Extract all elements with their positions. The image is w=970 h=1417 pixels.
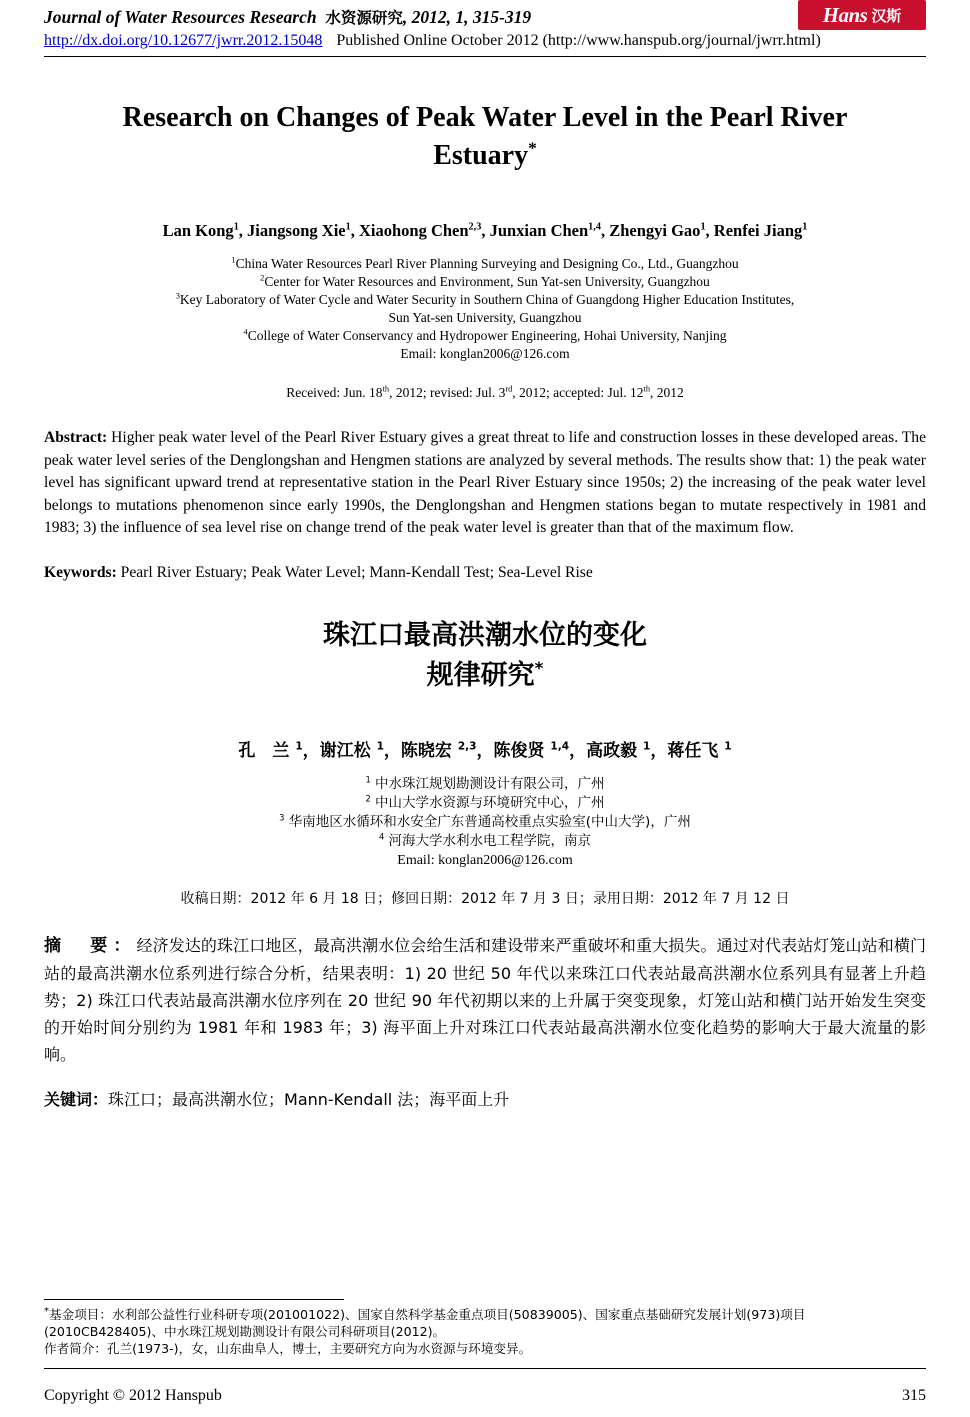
logo-text-en: Hans: [822, 2, 868, 27]
authors-cn: 孔 兰 $^1$，谢江松 $^1$，陈晓宏 $^{2,3}$，陈俊贤 $^{1,4}$，高政毅 $^1$，蒋任飞 $^1$: [238, 740, 732, 761]
affiliation-item: $^2$Center for Water Resources and Environment, Sun Yat-sen University, Guangzhou: [260, 273, 710, 289]
email-cn: Email: konglan2006@126.com: [397, 852, 573, 868]
header-divider: [44, 56, 926, 57]
authors-en: Lan Kong$^1$, Jiangsong Xie$^1$, Xiaohong Chen$^{2,3}$, Junxian Chen$^{1,4}$, Zhengyi Gao$^1$, Renfei Jiang$^1$: [162, 221, 808, 240]
journal-title-en: Journal of Water Resources Research: [44, 7, 317, 27]
affiliation-item: $^3$Key Laboratory of Water Cycle and Water Security in Southern China of Guangdong Higher Education Institutes,: [175, 291, 795, 307]
affiliations-cn: [44, 775, 926, 870]
keywords-text-en: Pearl River Estuary; Peak Water Level; Mann-Kendall Test; Sea-Level Rise: [116, 563, 593, 581]
masthead-line2: [44, 30, 926, 52]
affiliation-item: Sun Yat-sen University, Guangzhou: [388, 310, 582, 325]
page-title-cn: [44, 616, 926, 696]
doi-link[interactable]: http://dx.doi.org/10.12677/jwrr.2012.15048: [44, 32, 323, 49]
keywords-label: Keywords:: [44, 563, 117, 581]
copyright-text: Copyright © 2012 Hanspub: [44, 1387, 222, 1404]
page-title-en: [104, 99, 866, 175]
footnote-funding: [44, 1303, 926, 1323]
affiliation-cn-item: $^1$ 中水珠江规划勘测设计有限公司，广州: [365, 774, 605, 792]
title-en-line1: Research on Changes of Peak Water Level in the Pearl: [122, 102, 774, 133]
keywords-cn: [44, 1088, 926, 1112]
footnote-funding-cont: (2010CB428405)、中水珠江规划勘测设计有限公司科研项目(2012)。: [44, 1324, 446, 1339]
title-cn-line2: 规律研究: [426, 659, 535, 691]
footnotes: [44, 1299, 926, 1357]
keywords-cn-text: 珠江口；最高洪潮水位；Mann-Kendall 法；海平面上升: [108, 1089, 510, 1109]
title-cn-footnote-marker: *: [534, 657, 544, 678]
footnote-author-bio: 作者简介：孔兰(1973-)，女，山东曲阜人，博士，主要研究方向为水资源与环境变异。: [44, 1341, 532, 1356]
abstract-cn: [44, 932, 926, 1068]
published-online-text: Published Online October 2012 (http://www.hanspub.org/journal/jwrr.html): [336, 32, 821, 49]
footnote-funding-line1: 基金项目：水利部公益性行业科研专项(201001022)、国家自然科学基金重点项目(50839005)、国家重点基础研究发展计划(973)项目: [49, 1307, 806, 1322]
page-footer: [44, 1387, 926, 1405]
abstract-cn-text: 经济发达的珠江口地区，最高洪潮水位会给生活和建设带来严重破坏和重大损失。通过对代表站灯笼山站和横门站的最高洪潮水位系列进行综合分析，结果表明：1) 20 世纪 50 年代以来珠江口代表站最高洪潮水位系列具有显著上升趋势；2) 珠江口代表站最高洪潮水位序列在 20 世纪 90 年代初期以来的上升属于突变现象，灯笼山站和横门站开始发生突变的开始时间分别约为 1981 年和 1983 年；3) 海平面上升对珠江口代表站最高洪潮水位变化趋势的影响大于最大流量的影响。: [44, 935, 926, 1064]
received-dates-en: Received: Jun. 18th, 2012; revised: Jul. 3rd, 2012; accepted: Jul. 12th, 2012: [286, 384, 684, 400]
abstract-cn-label: 摘 要：: [44, 935, 137, 956]
abstract-text-en: Higher peak water level of the Pearl River Estuary gives a great threat to life and construction losses in these developed areas. The peak water level series of the Denglongshan and Hengmen stations are analyzed by several methods. The results show that: 1) the peak water level has significant upward trend at representative station in the Pearl River Estuary since 1950s; 2) the increasing of the peak water level belongs to mutations phenomenon since early 1990s, the Denglongshan and Hengmen stations began to mutate respectively in 1981 and 1983; 3) the influence of sea level rise on change trend of the peak water level is greater than that of the maximum flow.: [44, 429, 926, 537]
page-number: 315: [902, 1387, 926, 1404]
email-en: Email: konglan2006@126.com: [400, 346, 570, 361]
affiliation-cn-item: $^2$ 中山大学水资源与环境研究中心，广州: [365, 793, 605, 811]
affiliations-en: [44, 255, 926, 363]
abstract-label: Abstract:: [44, 429, 108, 446]
affiliation-cn-item: $^4$ 河海大学水利水电工程学院，南京: [378, 831, 592, 849]
footnote-divider: [44, 1299, 344, 1300]
title-en-line2: River Estuary: [433, 102, 848, 171]
publisher-logo: [798, 0, 926, 30]
title-footnote-marker: *: [528, 138, 537, 158]
journal-issue: , 2012, 1, 315-319: [402, 7, 532, 27]
footnote-marker: *: [44, 1305, 49, 1317]
footer-divider: [44, 1368, 926, 1369]
abstract-en: [44, 427, 926, 540]
title-cn-line2-wrap: [44, 656, 926, 696]
logo-text-cn: 汉斯: [871, 6, 902, 25]
masthead-line1: [44, 6, 926, 29]
dates-cn: 收稿日期：2012 年 6 月 18 日；修回日期：2012 年 7 月 3 日；录用日期：2012 年 7 月 12 日: [180, 890, 790, 907]
affiliation-cn-item: $^3$ 华南地区水循环和水安全广东普通高校重点实验室(中山大学)，广州: [279, 812, 691, 830]
affiliation-item: $^1$China Water Resources Pearl River Planning Surveying and Designing Co., Ltd., Guangzhou: [231, 255, 739, 271]
keywords-en: [44, 562, 926, 584]
title-cn-line1: 珠江口最高洪潮水位的变化: [323, 619, 647, 651]
keywords-cn-label: 关键词：: [44, 1089, 109, 1109]
affiliation-item: $^4$College of Water Conservancy and Hydropower Engineering, Hohai University, Nanjing: [243, 327, 727, 343]
journal-title-cn: 水资源研究: [325, 9, 403, 27]
masthead: [44, 0, 926, 52]
